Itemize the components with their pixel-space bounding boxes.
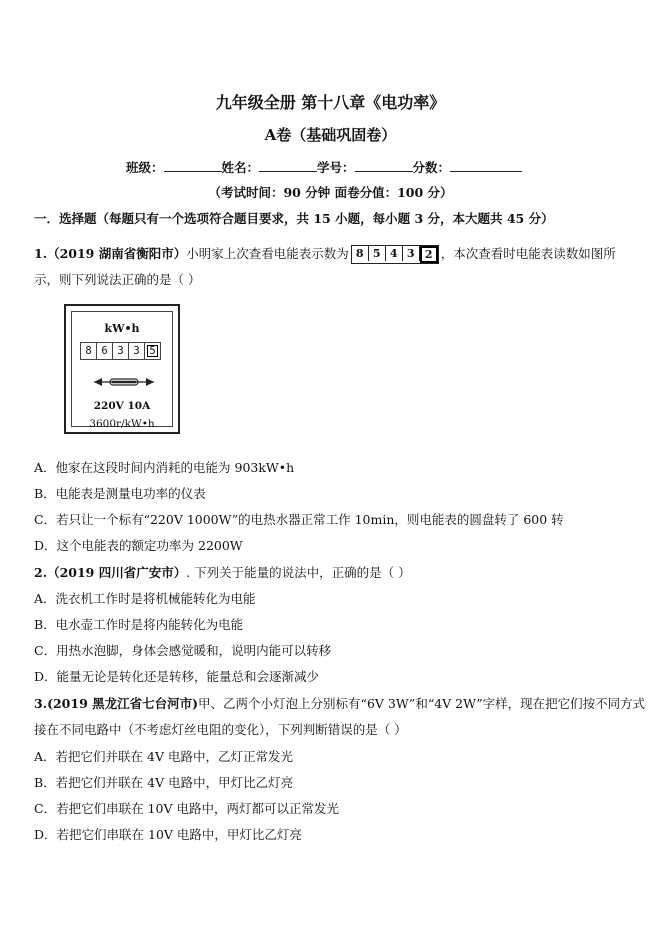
score-label: 分数： [412,160,451,175]
digit: 8 [352,246,369,261]
question-1-line-2: 示，则下列说法正确的是（ ） [34,272,201,287]
page-title: 九年级全册 第十八章《电功率》 [215,93,446,112]
q2-option-d: D．能量无论是转化还是转移，能量总和会逐渐减少 [34,669,320,684]
question-number: 3. [34,696,48,711]
class-blank[interactable] [164,159,222,172]
name-blank[interactable] [259,159,317,172]
meter-digit: 6 [97,343,113,359]
meter-digit: 5 [145,343,160,359]
q1-option-a: A．他家在这段时间内消耗的电能为 903kW•h [34,460,295,475]
question-2-stem [34,563,411,581]
question-3-line-2: 接在不同电路中（不考虑灯丝电阻的变化），下列判断错误的是（ ） [34,722,407,737]
meter-digit: 8 [81,343,97,359]
digit: 2 [420,246,438,263]
electricity-meter-figure [64,304,180,434]
meter-disc-icon [92,375,156,389]
question-text: . 下列关于能量的说法中，正确的是（ ） [186,565,411,580]
digit: 3 [403,246,420,261]
meter-digit: 3 [129,343,145,359]
q3-option-d: D．若把它们串联在 10V 电路中，甲灯比乙灯亮 [34,827,302,842]
id-label: 学号： [317,160,355,175]
question-source: （2019 湖南省衡阳市） [47,246,187,261]
previous-reading-digits [351,245,439,264]
q3-option-c: C．若把它们串联在 10V 电路中，两灯都可以正常发光 [34,801,339,816]
digit: 4 [386,246,403,261]
q3-option-b: B．若把它们并联在 4V 电路中，甲灯比乙灯亮 [34,775,294,790]
q2-option-a: A．洗衣机工作时是将机械能转化为电能 [34,591,256,606]
question-text: 小明家上次查看电能表示数为 [186,246,349,261]
question-1-line-1 [34,244,616,264]
score-blank[interactable] [450,159,522,172]
name-label: 姓名： [221,160,260,175]
id-blank[interactable] [355,159,413,172]
question-source: (2019 黑龙江省七台河市) [47,696,199,711]
q1-option-d: D．这个电能表的额定功率为 2200W [34,538,243,553]
class-label: 班级： [126,160,164,175]
meter-unit: kW•h [104,322,140,335]
question-number: 1. [34,246,48,261]
meter-face [71,311,173,430]
meter-spec: 220V 10A [93,400,151,412]
meter-rate: 3600r/kW•h [89,418,155,430]
q2-option-b: B．电水壶工作时是将内能转化为电能 [34,617,244,632]
question-3-line-1 [34,694,645,712]
page-subtitle: A卷（基础巩固卷） [264,126,397,144]
q1-option-c: C．若只让一个标有“220V 1000W”的电热水器正常工作 10min，则电能表的圆盘转了 600 转 [34,512,564,527]
section-heading: 一．选择题（每题只有一个选项符合题目要求，共 15 小题，每小题 3 分，本大题共 45 分） [34,211,554,226]
q3-option-a: A．若把它们并联在 4V 电路中，乙灯正常发光 [34,749,293,764]
meter-digits [80,342,161,360]
question-number: 2. [34,565,48,580]
q2-option-c: C．用热水泡脚，身体会感觉暖和，说明内能可以转移 [34,643,332,658]
digit: 5 [369,246,386,261]
time-note: （考试时间：90 分钟 面卷分值：100 分） [208,185,453,200]
q1-option-b: B．电能表是测量电功率的仪表 [34,486,206,501]
question-text: ，本次查看时电能表读数如图所 [440,246,616,261]
meter-digit: 3 [113,343,129,359]
student-info-row [126,158,522,176]
question-source: （2019 四川省广安市） [47,565,187,580]
question-text: 甲、乙两个小灯泡上分别标有“6V 3W”和“4V 2W”字样，现在把它们按不同方式 [198,696,646,711]
